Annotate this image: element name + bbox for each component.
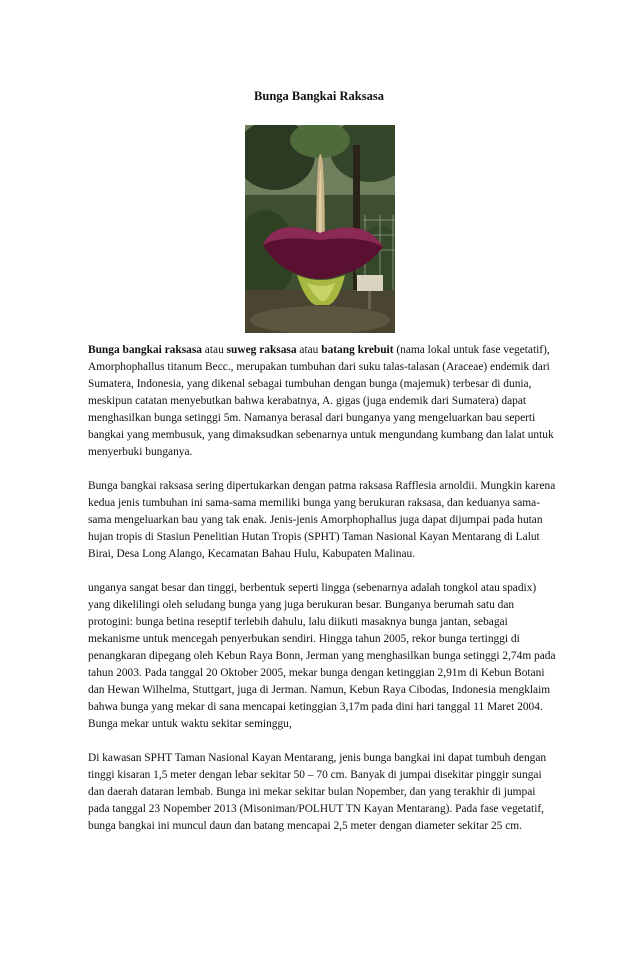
paragraph-3 [88, 580, 558, 733]
paragraph-text: Di kawasan SPHT Taman Nasional Kayan Mentarang, jenis bunga bangkai ini dapat tumbuh dengan tinggi kisaran 1,5 meter dengan lebar sekitar 50 – 70 cm. Banyak di jumpai disekitar pinggir sungai dan daerah dataran lembab. Bunga ini mekar sekitar bulan Nopember, dan yang terakhir di jumpai pada tanggal 23 Nopember 2013 (Misoniman/POLHUT TN Kayan Mentarang). Pada fase vegetatif, bunga bangkai ini muncul daun dan batang mencapai 2,5 meter dengan diameter sekitar 25 cm. [88, 752, 547, 832]
paragraph-text: atau [296, 344, 322, 356]
paragraph-text: Bunga bangkai raksasa sering dipertukarkan dengan patma raksasa Rafflesia arnoldii. Mungkin karena kedua jenis tumbuhan ini sama-sama memiliki bunga yang berukuran raksasa, dan keduanya sama-sama mengeluarkan bau yang tak enak. Jenis-jenis Amorphophallus juga dapat dijumpai pada hutan hujan tropis di Stasiun Penelitian Hutan Tropis (SPHT) Taman Nasional Kayan Mentarang di Lalut Birai, Desa Long Alango, Kecamatan Bahau Hulu, Kabupaten Malinau. [88, 480, 556, 560]
bold-term: Bunga bangkai raksasa [88, 344, 202, 356]
paragraph-text: atau [201, 344, 227, 356]
titan-arum-illustration [245, 125, 395, 333]
bold-term: suweg raksasa [226, 344, 297, 356]
sign-post [368, 291, 371, 309]
paragraph-text: (nama lokal untuk fase vegetatif), Amorphophallus titanum Becc., merupakan tumbuhan dari suku talas-talasan (Araceae) endemik dari Sumatera, Indonesia, yang dikenal sebagai tumbuhan dengan bunga (majemuk) terbesar di dunia, meskipun catatan menyebutkan bahwa kerabatnya, A. gigas (juga endemik dari Sumatera) dapat menghasilkan bunga setinggi 5m. Namanya berasal dari bunganya yang mengeluarkan bau seperti bangkai yang membusuk, yang dimaksudkan sebenarnya untuk mengundang kumbang dan lalat untuk menyerbuki bunganya. [88, 344, 554, 458]
document-title: Bunga Bangkai Raksasa [254, 89, 384, 103]
paragraph-4 [88, 750, 558, 835]
plant-label-sign [357, 275, 383, 291]
paragraph-1 [88, 342, 558, 461]
paragraph-2 [88, 478, 558, 563]
paragraph-text: unganya sangat besar dan tinggi, berbentuk seperti lingga (sebenarnya adalah tongkol atau spadix) yang dikelilingi oleh seludang bunga yang juga berukuran besar. Bunganya berumah satu dan protogini: bunga betina reseptif terlebih dahulu, lalu diikuti masaknya bunga jantan, sebagai mekanisme untuk mencegah penyerbukan sendiri. Hingga tahun 2005, rekor bunga tertinggi di penangkaran dipegang oleh Kebun Raya Bonn, Jerman yang menghasilkan bunga setinggi 2,74m pada tahun 2003. Pada tanggal 20 Oktober 2005, mekar bunga dengan ketinggian 2,91m di Kebun Botani dan Hewan Wilhelma, Stuttgart, juga di Jerman. Namun, Kebun Raya Cibodas, Indonesia mengklaim bahwa bunga yang mekar di sana mencapai ketinggian 3,17m pada dini hari tanggal 11 Maret 2004. Bunga mekar untuk waktu sekitar seminggu, [88, 582, 556, 730]
soil-mound [250, 306, 390, 333]
bold-term: batang krebuit [321, 344, 394, 356]
titan-arum-photo [245, 125, 395, 333]
document-body [88, 342, 558, 852]
